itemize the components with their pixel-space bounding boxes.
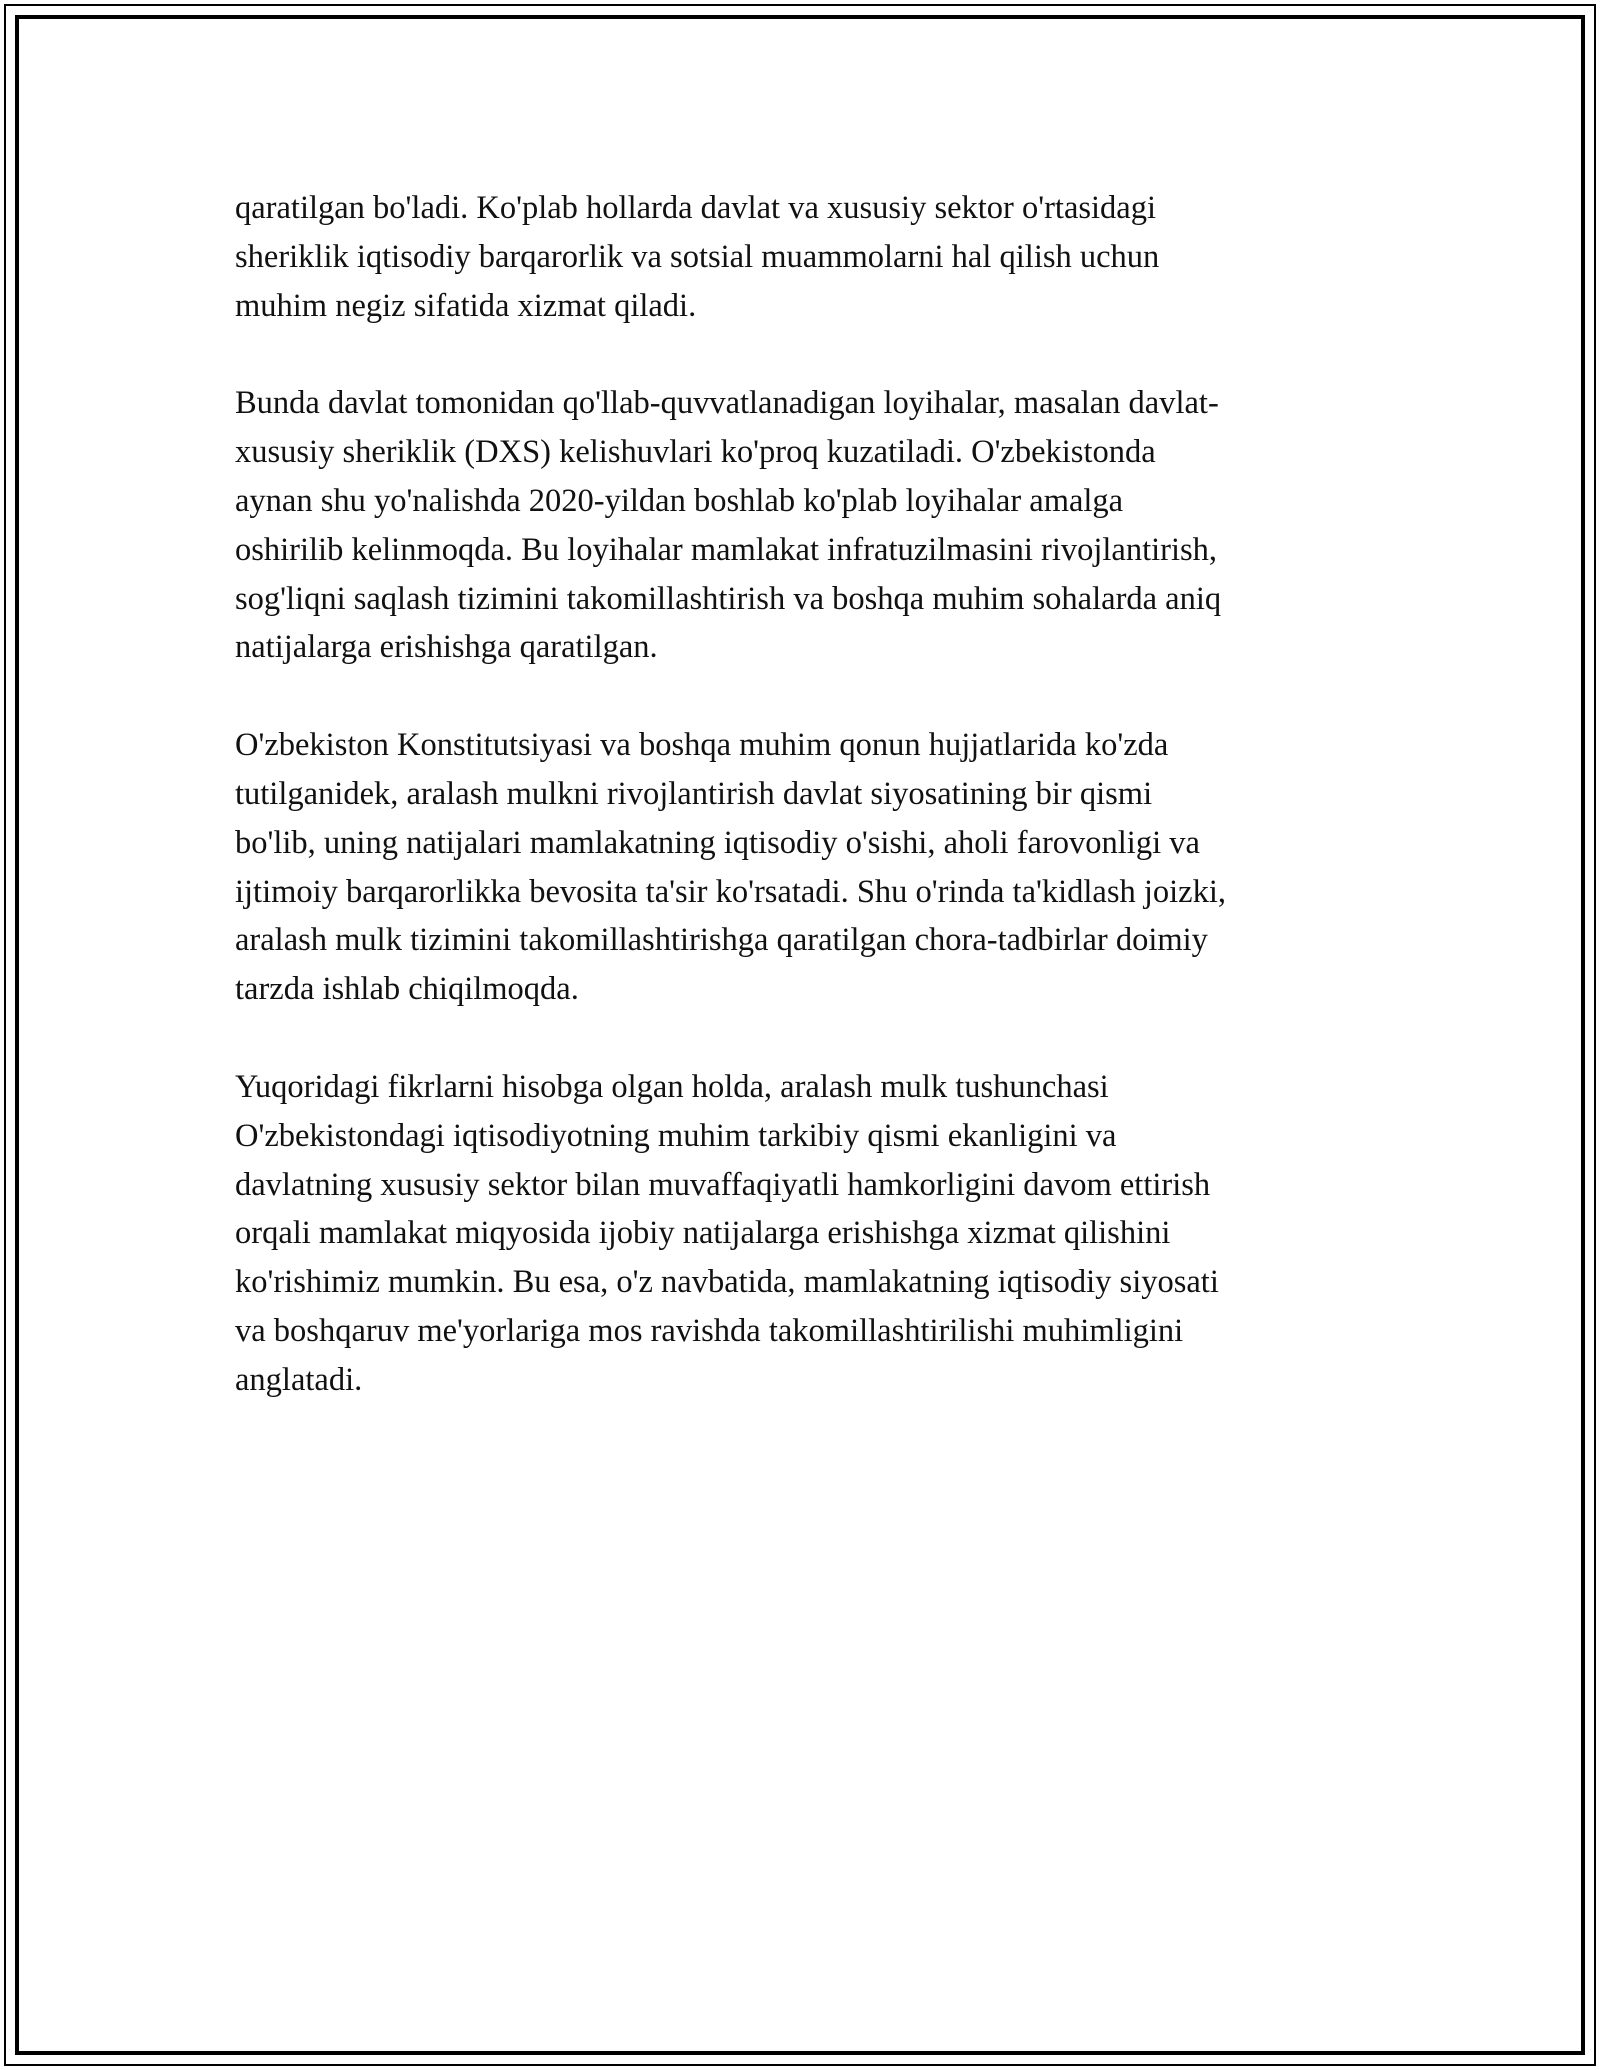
text-line: sog'liqni saqlash tizimini takomillashtirish va boshqa muhim sohalarda aniq (235, 580, 1222, 617)
text-line: qaratilgan bo'ladi. Ko'plab hollarda davlat va xususiy sektor o'rtasidagi (235, 190, 1157, 226)
text-line: O'zbekiston Konstitutsiyasi va boshqa muhim qonun hujjatlarida ko'zda (235, 727, 1169, 764)
text-line: oshirilib kelinmoqda. Bu loyihalar mamlakat infratuzilmasini rivojlantirish, (235, 531, 1218, 568)
text-line: va boshqaruv me'yorlariga mos ravishda takomillashtirilishi muhimligini (235, 1312, 1184, 1349)
paragraph-4 (235, 1063, 1375, 1405)
text-line: tarzda ishlab chiqilmoqda. (235, 971, 579, 1008)
document-body (235, 184, 1375, 1454)
paragraph-3 (235, 721, 1375, 1014)
text-line: aynan shu yo'nalishda 2020-yildan boshlab ko'plab loyihalar amalga (235, 482, 1124, 519)
text-line: aralash mulk tizimini takomillashtirishga qaratilgan chora-tadbirlar doimiy (235, 922, 1208, 959)
text-line: tutilganidek, aralash mulkni rivojlantirish davlat siyosatining bir qismi (235, 775, 1153, 812)
text-line: ijtimoiy barqarorlikka bevosita ta'sir ko'rsatadi. Shu o'rinda ta'kidlash joizki, (235, 873, 1226, 910)
text-line: Bunda davlat tomonidan qo'llab-quvvatlanadigan loyihalar, masalan davlat- (235, 385, 1219, 422)
text-line: natijalarga erishishga qaratilgan. (235, 629, 658, 666)
text-line: bo'lib, uning natijalari mamlakatning iqtisodiy o'sishi, aholi farovonligi va (235, 824, 1200, 861)
text-line: davlatning xususiy sektor bilan muvaffaqiyatli hamkorligini davom ettirish (235, 1166, 1211, 1203)
paragraph-1 (235, 184, 1375, 330)
text-line: orqali mamlakat miqyosida ijobiy natijalarga erishishga xizmat qilishini (235, 1215, 1171, 1252)
paragraph-2 (235, 379, 1375, 672)
text-line: xususiy sheriklik (DXS) kelishuvlari ko'proq kuzatiladi. O'zbekistonda (235, 434, 1156, 471)
text-line: O'zbekistondagi iqtisodiyotning muhim tarkibiy qismi ekanligini va (235, 1117, 1117, 1154)
text-line: ko'rishimiz mumkin. Bu esa, o'z navbatida, mamlakatning iqtisodiy siyosati (235, 1264, 1219, 1301)
text-line: sheriklik iqtisodiy barqarorlik va sotsial muammolarni hal qilish uchun (235, 238, 1160, 275)
text-line: muhim negiz sifatida xizmat qiladi. (235, 287, 697, 324)
text-line: anglatadi. (235, 1361, 363, 1398)
text-line: Yuqoridagi fikrlarni hisobga olgan holda, aralash mulk tushunchasi (235, 1068, 1109, 1105)
